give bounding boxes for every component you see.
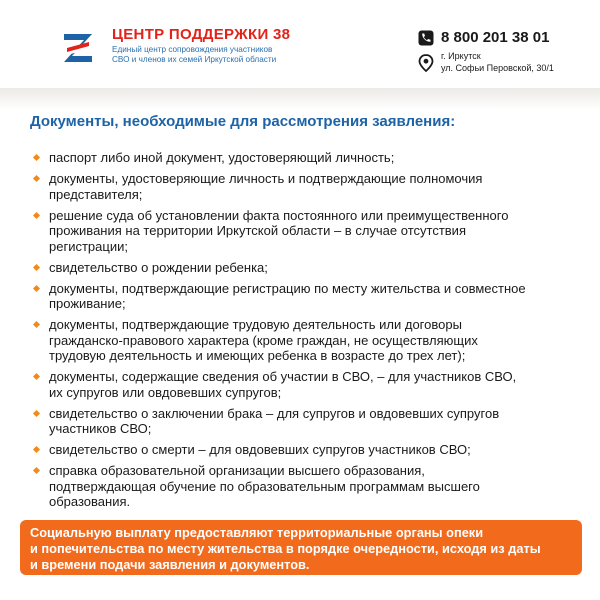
header — [0, 0, 600, 95]
list-item-line: подтверждающая обучение по образовательным программам высшего — [49, 478, 480, 494]
address-city: г. Иркутск — [441, 51, 481, 61]
list-item — [34, 442, 574, 458]
bullet-icon — [33, 211, 40, 218]
list-item-line: гражданско-правового характера (кроме граждан, не осуществляющих — [49, 332, 478, 348]
address-street: ул. Софьи Перовской, 30/1 — [441, 62, 554, 73]
brand-subtitle-line: Единый центр сопровождения участников — [112, 45, 273, 54]
notice-line: и времени подачи заявления и документов. — [30, 557, 310, 572]
bullet-icon — [33, 175, 40, 182]
list-item-line: справка образовательной организации высшего образования, — [49, 463, 425, 478]
list-item-line: документы, подтверждающие регистрацию по месту жительства и совместное — [49, 280, 526, 296]
page-title: Документы, необходимые для рассмотрения заявления: — [30, 113, 456, 130]
bullet-icon — [33, 409, 40, 416]
bullet-icon — [33, 446, 40, 453]
location-pin-icon — [418, 54, 434, 72]
brand-subtitle — [112, 45, 282, 65]
notice-line: Социальную выплату предоставляют территориальные органы опеки — [30, 525, 484, 540]
bullet-icon — [33, 321, 40, 328]
list-item — [34, 463, 574, 510]
list-item-line: представителя; — [49, 186, 143, 202]
list-item-line: участников СВО; — [49, 421, 152, 436]
notice-line: и попечительства по месту жительства в порядке очередности, исходя из даты — [30, 541, 541, 556]
list-item-line: проживание; — [49, 296, 126, 311]
phone-number[interactable]: 8 800 201 38 01 — [441, 29, 550, 46]
header-divider — [0, 88, 600, 110]
list-item-line: паспорт либо иной документ, удостоверяющий личность; — [49, 150, 395, 165]
documents-list — [34, 150, 574, 515]
list-item-line: документы, содержащие сведения об участии в СВО, – для участников СВО, — [49, 369, 517, 384]
list-item — [34, 208, 574, 255]
bullet-icon — [33, 284, 40, 291]
list-item-line: образования. — [49, 494, 131, 509]
bullet-icon — [33, 263, 40, 270]
list-item — [34, 317, 574, 364]
list-item — [34, 281, 574, 312]
notice-banner — [20, 520, 582, 575]
phone-icon — [418, 30, 434, 46]
list-item — [34, 171, 574, 202]
list-item-line: документы, подтверждающие трудовую деятельность или договоры — [49, 317, 462, 332]
list-item-line: проживания на территории Иркутской области – в случае отсутствия — [49, 223, 466, 238]
brand-subtitle-line: СВО и членов их семей Иркутской области — [112, 55, 277, 64]
list-item-line: свидетельство о смерти – для овдовевших супругов участников СВО; — [49, 442, 471, 457]
bullet-icon — [33, 467, 40, 474]
brand-title: ЦЕНТР ПОДДЕРЖКИ 38 — [112, 26, 291, 43]
list-item-line: их супругов или овдовевших супругов; — [49, 384, 282, 400]
z-logo-icon — [58, 28, 98, 68]
list-item-line: свидетельство о заключении брака – для супругов и овдовевших супругов — [49, 405, 500, 421]
list-item-line: регистрации; — [49, 238, 128, 254]
list-item-line: документы, удостоверяющие личность и подтверждающие полномочия — [49, 171, 483, 186]
list-item-line: решение суда об установлении факта постоянного или преимущественного — [49, 207, 509, 223]
list-item — [34, 260, 574, 276]
bullet-icon — [33, 373, 40, 380]
bullet-icon — [33, 154, 40, 161]
list-item-line: трудовую деятельность и имеющих ребенка в возрасте до трех лет); — [49, 348, 466, 363]
list-item — [34, 150, 574, 166]
address — [441, 51, 554, 74]
list-item-line: свидетельство о рождении ребенка; — [49, 259, 268, 275]
list-item — [34, 406, 574, 437]
list-item — [34, 369, 574, 400]
